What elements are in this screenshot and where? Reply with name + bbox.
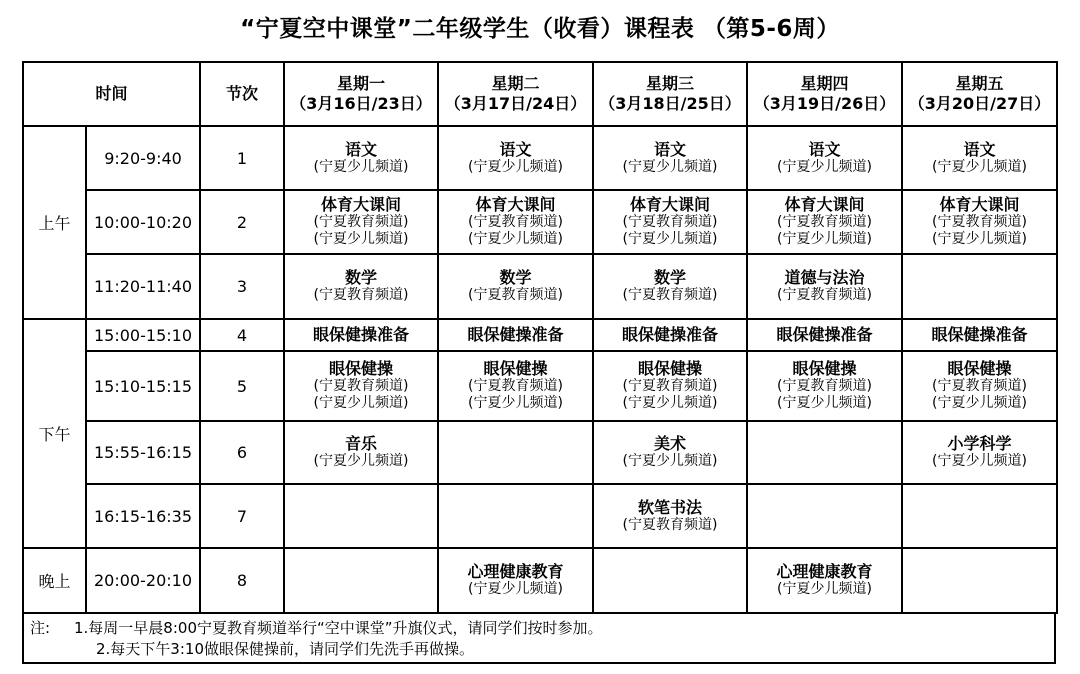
- slot-cell: 8: [200, 548, 284, 613]
- course-subject: 数学: [345, 268, 378, 287]
- course-cell: [902, 548, 1057, 613]
- course-channel: (宁夏少儿频道): [313, 231, 409, 247]
- course-channel: (宁夏教育频道): [777, 378, 872, 394]
- course-subject: 心理健康教育: [467, 562, 564, 581]
- day-name: 星期四: [800, 74, 849, 93]
- course-cell: [438, 351, 593, 421]
- course-subject: 眼保健操: [792, 359, 857, 378]
- course-subject: 体育大课间: [939, 195, 1020, 214]
- course-subject: 眼保健操准备: [313, 325, 410, 344]
- slot-cell: 3: [200, 254, 284, 319]
- course-cell: [747, 484, 902, 548]
- course-subject: 心理健康教育: [776, 562, 873, 581]
- course-subject: 语文: [499, 139, 532, 159]
- day-dates: （3月19日/26日）: [753, 94, 896, 113]
- course-channel: (宁夏少儿频道): [622, 231, 718, 247]
- course-subject: 眼保健操准备: [467, 325, 564, 344]
- table-row: [23, 319, 1057, 351]
- course-subject: 眼保健操: [483, 359, 548, 378]
- slot-cell: 7: [200, 484, 284, 548]
- course-cell: [438, 254, 593, 319]
- day-name: 星期五: [955, 74, 1004, 93]
- course-subject: 体育大课间: [784, 195, 865, 214]
- course-cell: [593, 484, 747, 548]
- course-cell: [438, 319, 593, 351]
- course-channel: (宁夏少儿频道): [932, 395, 1027, 411]
- table-row: [23, 484, 1057, 548]
- course-subject: 体育大课间: [321, 195, 402, 214]
- table-row: [23, 190, 1057, 254]
- table-row: [23, 421, 1057, 484]
- course-cell: [438, 190, 593, 254]
- course-subject: 数学: [499, 268, 532, 287]
- course-cell: [284, 319, 438, 351]
- course-cell: [747, 190, 902, 254]
- course-cell: [284, 548, 438, 613]
- course-subject: 体育大课间: [475, 195, 556, 214]
- course-subject: 语文: [808, 139, 841, 159]
- course-cell: [593, 351, 747, 421]
- course-cell: [284, 190, 438, 254]
- course-channel: (宁夏少儿频道): [777, 395, 872, 411]
- course-cell: [747, 548, 902, 613]
- course-channel: (宁夏教育频道): [468, 287, 563, 303]
- course-cell: [747, 319, 902, 351]
- day-name: 星期三: [646, 74, 695, 93]
- time-cell: 10:00-10:20: [86, 190, 200, 254]
- course-cell: [438, 421, 593, 484]
- notes-label: 注:: [30, 619, 51, 637]
- course-cell: [902, 190, 1057, 254]
- course-subject: 数学: [654, 268, 687, 287]
- course-channel: (宁夏教育频道): [932, 378, 1027, 394]
- time-cell: 20:00-20:10: [86, 548, 200, 613]
- course-subject: 体育大课间: [630, 195, 711, 214]
- course-channel: (宁夏少儿频道): [622, 395, 718, 411]
- course-channel: (宁夏少儿频道): [777, 158, 872, 175]
- course-subject: 眼保健操准备: [931, 325, 1028, 344]
- course-cell: [593, 254, 747, 319]
- header-day-wed: [593, 62, 747, 126]
- course-subject: 语文: [345, 139, 378, 159]
- schedule-table: [22, 61, 1058, 614]
- course-cell: [593, 126, 747, 190]
- course-subject: 眼保健操: [329, 359, 394, 378]
- header-row: [23, 62, 1057, 126]
- slot-cell: 5: [200, 351, 284, 421]
- slot-cell: 6: [200, 421, 284, 484]
- course-cell: [438, 548, 593, 613]
- course-channel: (宁夏教育频道): [313, 214, 409, 230]
- course-channel: (宁夏少儿频道): [313, 158, 409, 175]
- course-channel: (宁夏少儿频道): [932, 158, 1027, 175]
- header-day-tue: [438, 62, 593, 126]
- course-cell: [902, 126, 1057, 190]
- course-cell: [593, 319, 747, 351]
- course-cell: [438, 484, 593, 548]
- course-channel: (宁夏少儿频道): [622, 453, 718, 469]
- course-subject: 语文: [963, 139, 996, 159]
- course-cell: [593, 190, 747, 254]
- course-channel: (宁夏少儿频道): [932, 231, 1027, 247]
- course-cell: [747, 351, 902, 421]
- day-name: 星期二: [491, 74, 540, 93]
- course-channel: (宁夏少儿频道): [468, 395, 563, 411]
- time-cell: 15:55-16:15: [86, 421, 200, 484]
- table-row: [23, 126, 1057, 190]
- course-cell: [593, 421, 747, 484]
- course-channel: (宁夏少儿频道): [468, 231, 563, 247]
- course-cell: [284, 351, 438, 421]
- table-row: [23, 254, 1057, 319]
- day-name: 星期一: [337, 74, 386, 93]
- table-row: [23, 548, 1057, 613]
- course-cell: [284, 484, 438, 548]
- course-subject: 眼保健操: [947, 359, 1012, 378]
- day-dates: （3月16日/23日）: [290, 94, 432, 113]
- course-channel: (宁夏教育频道): [313, 378, 409, 394]
- course-channel: (宁夏少儿频道): [313, 395, 409, 411]
- course-channel: (宁夏教育频道): [932, 214, 1027, 230]
- course-subject: 道德与法治: [784, 268, 865, 287]
- course-channel: (宁夏教育频道): [622, 378, 718, 394]
- time-cell: 9:20-9:40: [86, 126, 200, 190]
- time-cell: 15:00-15:10: [86, 319, 200, 351]
- note-line-2: 2.每天下午3:10做眼保健操前，请同学们先洗手再做操。: [96, 640, 474, 658]
- course-cell: [593, 548, 747, 613]
- course-subject: 眼保健操准备: [776, 325, 873, 344]
- course-cell: [902, 351, 1057, 421]
- course-cell: [747, 126, 902, 190]
- course-cell: [747, 421, 902, 484]
- day-dates: （3月17日/24日）: [444, 94, 587, 113]
- time-cell: 11:20-11:40: [86, 254, 200, 319]
- course-channel: (宁夏教育频道): [622, 287, 718, 303]
- course-cell: [284, 421, 438, 484]
- period-label: 下午: [23, 319, 86, 548]
- course-cell: [438, 126, 593, 190]
- header-day-fri: [902, 62, 1057, 126]
- page-title: “宁夏空中课堂”二年级学生（收看）课程表 （第5-6周）: [240, 16, 840, 42]
- course-cell: [902, 421, 1057, 484]
- header-day-thu: [747, 62, 902, 126]
- time-cell: 15:10-15:15: [86, 351, 200, 421]
- header-time: 时间: [23, 62, 200, 126]
- course-channel: (宁夏少儿频道): [777, 581, 872, 597]
- course-channel: (宁夏教育频道): [468, 378, 563, 394]
- course-cell: [902, 319, 1057, 351]
- course-channel: (宁夏教育频道): [622, 516, 718, 533]
- course-subject: 眼保健操: [638, 359, 703, 378]
- course-channel: (宁夏少儿频道): [468, 581, 563, 597]
- header-day-mon: [284, 62, 438, 126]
- course-cell: [747, 254, 902, 319]
- course-channel: (宁夏少儿频道): [468, 158, 563, 175]
- course-channel: (宁夏少儿频道): [313, 453, 409, 469]
- course-subject: 美术: [654, 434, 687, 453]
- notes: [22, 614, 1056, 664]
- course-channel: (宁夏少儿频道): [777, 231, 872, 247]
- course-channel: (宁夏教育频道): [777, 287, 872, 303]
- course-cell: [902, 254, 1057, 319]
- period-label: 上午: [23, 126, 86, 319]
- slot-cell: 2: [200, 190, 284, 254]
- course-subject: 音乐: [345, 434, 378, 453]
- course-channel: (宁夏教育频道): [777, 214, 872, 230]
- course-channel: (宁夏少儿频道): [932, 453, 1027, 469]
- day-dates: （3月20日/27日）: [908, 94, 1051, 113]
- slot-cell: 1: [200, 126, 284, 190]
- period-label: 晚上: [23, 548, 86, 613]
- course-channel: (宁夏教育频道): [313, 287, 409, 303]
- course-cell: [284, 254, 438, 319]
- course-channel: (宁夏教育频道): [468, 214, 563, 230]
- course-channel: (宁夏教育频道): [622, 214, 718, 230]
- header-slot: 节次: [200, 62, 284, 126]
- table-row: [23, 351, 1057, 421]
- course-subject: 语文: [654, 139, 687, 159]
- note-line-1: 1.每周一早晨8:00宁夏教育频道举行“空中课堂”升旗仪式，请同学们按时参加。: [74, 619, 603, 637]
- course-cell: [902, 484, 1057, 548]
- course-subject: 小学科学: [947, 434, 1012, 453]
- day-dates: （3月18日/25日）: [599, 94, 741, 113]
- course-subject: 软笔书法: [638, 497, 703, 517]
- course-subject: 眼保健操准备: [622, 325, 719, 344]
- course-cell: [284, 126, 438, 190]
- slot-cell: 4: [200, 319, 284, 351]
- course-channel: (宁夏少儿频道): [622, 158, 718, 175]
- time-cell: 16:15-16:35: [86, 484, 200, 548]
